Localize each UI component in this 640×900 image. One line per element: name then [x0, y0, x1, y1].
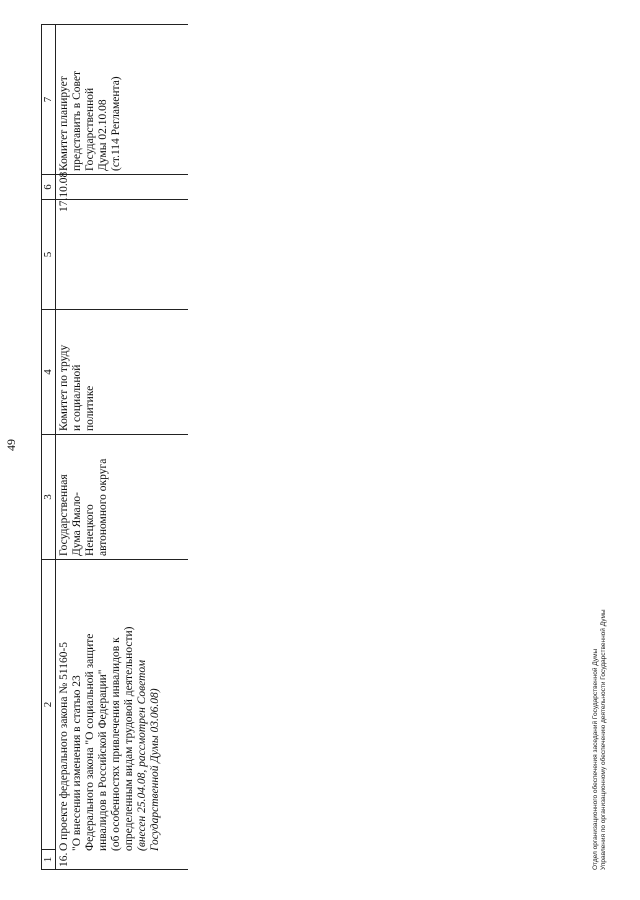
col-header-5: 5: [42, 200, 56, 310]
committee-line: и социальной: [71, 364, 83, 431]
bills-table: [41, 24, 188, 870]
description-line: Федерального закона "О социальной защите: [84, 633, 96, 851]
description-line: определенным видам трудовой деятельности): [123, 626, 135, 851]
committee-line: Комитет по труду: [58, 344, 70, 431]
initiator-line: Ненецкого: [84, 504, 96, 556]
table-row: [56, 25, 189, 870]
col5-cell: [56, 200, 189, 310]
note-line: Государственной: [84, 87, 96, 171]
header-row: [42, 25, 56, 870]
col-header-1: 1: [42, 850, 56, 870]
initiator-line: Дума Ямало-: [71, 491, 83, 556]
initiator-cell: [56, 435, 189, 560]
date-value: 17.10.08: [58, 171, 70, 212]
note-line: Думы 02.10.08: [97, 99, 109, 171]
note-line: представить в Совет: [71, 70, 83, 171]
page-number: 49: [4, 439, 18, 451]
page-footer: [592, 609, 608, 870]
initiator-line: автономного округа: [97, 458, 109, 556]
note-line: (ст.114 Регламента): [110, 76, 122, 171]
description-status-line: Государственной Думы 03.06.08): [149, 688, 161, 851]
bill-description-cell: [56, 560, 189, 870]
row-number: 16.: [58, 852, 70, 867]
note-line: Комитет планирует: [58, 76, 70, 171]
note-cell: [56, 25, 189, 175]
initiator-line: Государственная: [58, 474, 70, 556]
description-line: О проекте федерального закона № 51160-5: [58, 641, 70, 851]
col-header-3: 3: [42, 435, 56, 560]
committee-cell: [56, 310, 189, 435]
description-status-line: (внесен 25.04.08, рассмотрен Советом: [136, 659, 148, 851]
col-header-6: 6: [42, 175, 56, 200]
col-header-2: 2: [42, 560, 56, 850]
description-line: инвалидов в Российской Федерации": [97, 669, 109, 851]
description-line: (об особенностях привлечения инвалидов к: [110, 637, 122, 851]
col-header-4: 4: [42, 310, 56, 435]
col-header-7: 7: [42, 25, 56, 175]
footer-line: Отдел организационного обеспечения заседаний Государственной Думы: [592, 648, 599, 870]
footer-line: Управления по организационному обеспечению деятельности Государственной Думы: [600, 609, 607, 870]
description-line: "О внесении изменения в статью 23: [71, 675, 83, 851]
date-cell: [56, 171, 189, 212]
committee-line: политике: [84, 385, 96, 431]
